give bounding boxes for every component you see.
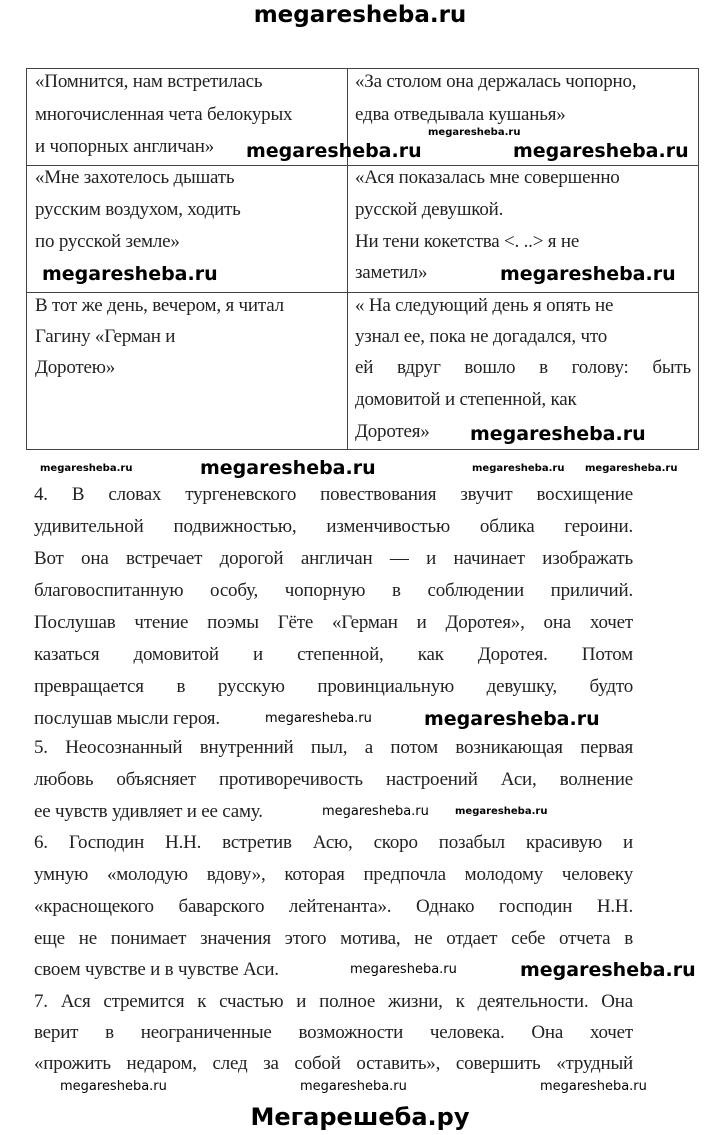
cell-line: В тот же день, вечером, я читал [35, 295, 284, 316]
watermark: megaresheba.ru [540, 1079, 647, 1094]
site-footer: Мегарешеба.ру [250, 1103, 470, 1131]
watermark: megaresheba.ru [585, 463, 678, 474]
text-line: Послушав чтение поэмы Гёте «Герман и Доротея», она хочет [34, 612, 633, 633]
cell-line: Гагину «Герман и [35, 326, 176, 347]
cell-line: русским воздухом, ходить [35, 199, 241, 220]
text-line: казаться домовитой и степенной, как Доротея. Потом [34, 644, 633, 665]
watermark: megaresheba.ru [322, 804, 429, 819]
text-line: своем чувстве и в чувстве Аси. [34, 959, 279, 980]
row-divider [26, 292, 699, 293]
watermark: megaresheba.ru [428, 127, 521, 138]
cell-line: «Мне захотелось дышать [35, 167, 235, 188]
watermark: megaresheba.ru [42, 263, 218, 285]
row-divider [26, 165, 699, 166]
watermark: megaresheba.ru [246, 140, 422, 162]
text-line: умную «молодую вдову», которая предпочла молодому человеку [34, 864, 633, 885]
text-line: превращается в русскую провинциальную девушку, будто [34, 676, 633, 697]
cell-line: и чопорных англичан» [35, 136, 215, 157]
text-line: 4. В словах тургеневского повествования звучит восхищение [34, 484, 633, 505]
watermark: megaresheba.ru [513, 140, 689, 162]
watermark: megaresheba.ru [520, 959, 696, 981]
cell-line: едва отведывала кушанья» [355, 104, 566, 125]
text-line: «прожить недаром, след за собой оставить», совершить «трудный [34, 1053, 633, 1074]
cell-line: по русской земле» [35, 231, 180, 252]
cell-line: ей вдруг вошло в голову: быть [355, 357, 691, 378]
site-header: megaresheba.ru [253, 2, 467, 28]
text-line: удивительной подвижностью, изменчивостью облика героини. [34, 516, 633, 537]
watermark: megaresheba.ru [470, 423, 646, 445]
watermark: megaresheba.ru [265, 711, 372, 726]
cell-line: домовитой и степенной, как [355, 389, 577, 410]
text-line: «краснощекого баварского лейтенанта». Однако господин Н.Н. [34, 896, 633, 917]
watermark: megaresheba.ru [424, 708, 600, 730]
text-line: ее чувств удивляет и ее саму. [34, 801, 263, 822]
cell-line: Доротея» [355, 421, 430, 442]
cell-line: «За столом она держалась чопорно, [355, 71, 637, 92]
watermark: megaresheba.ru [60, 1079, 167, 1094]
column-divider [347, 68, 348, 450]
watermark: megaresheba.ru [500, 263, 676, 285]
cell-line: русской девушкой. [355, 199, 504, 220]
text-line: 7. Ася стремится к счастью и полное жизни, к деятельности. Она [34, 991, 633, 1012]
cell-line: « На следующий день я опять не [355, 295, 614, 316]
cell-line: «Помнится, нам встретилась [35, 71, 263, 92]
cell-line: многочисленная чета белокурых [35, 104, 293, 125]
text-line: послушав мысли героя. [34, 708, 220, 729]
text-line: 5. Неосознанный внутренний пыл, а потом возникающая первая [34, 737, 633, 758]
cell-line: Доротею» [35, 357, 116, 378]
text-line: 6. Господин Н.Н. встретив Асю, скоро позабыл красивую и [34, 832, 633, 853]
cell-line: Ни тени кокетства <. ..> я не [355, 231, 580, 252]
text-line: благовоспитанную особу, чопорную в соблюдении приличий. [34, 580, 633, 601]
watermark: megaresheba.ru [455, 806, 548, 817]
watermark: megaresheba.ru [200, 457, 376, 479]
watermark: megaresheba.ru [300, 1079, 407, 1094]
watermark: megaresheba.ru [350, 962, 457, 977]
text-line: любовь объясняет противоречивость настроений Аси, волнение [34, 769, 633, 790]
watermark: megaresheba.ru [40, 463, 133, 474]
cell-line: «Ася показалась мне совершенно [355, 167, 620, 188]
cell-line: узнал ее, пока не догадался, что [355, 326, 608, 347]
cell-line: заметил» [355, 262, 428, 283]
text-line: Вот она встречает дорогой англичан — и начинает изображать [34, 548, 633, 569]
text-line: еще не понимает значения этого мотива, не отдает себе отчета в [34, 928, 633, 949]
watermark: megaresheba.ru [472, 463, 565, 474]
text-line: верит в неограниченные возможности человека. Она хочет [34, 1022, 633, 1043]
